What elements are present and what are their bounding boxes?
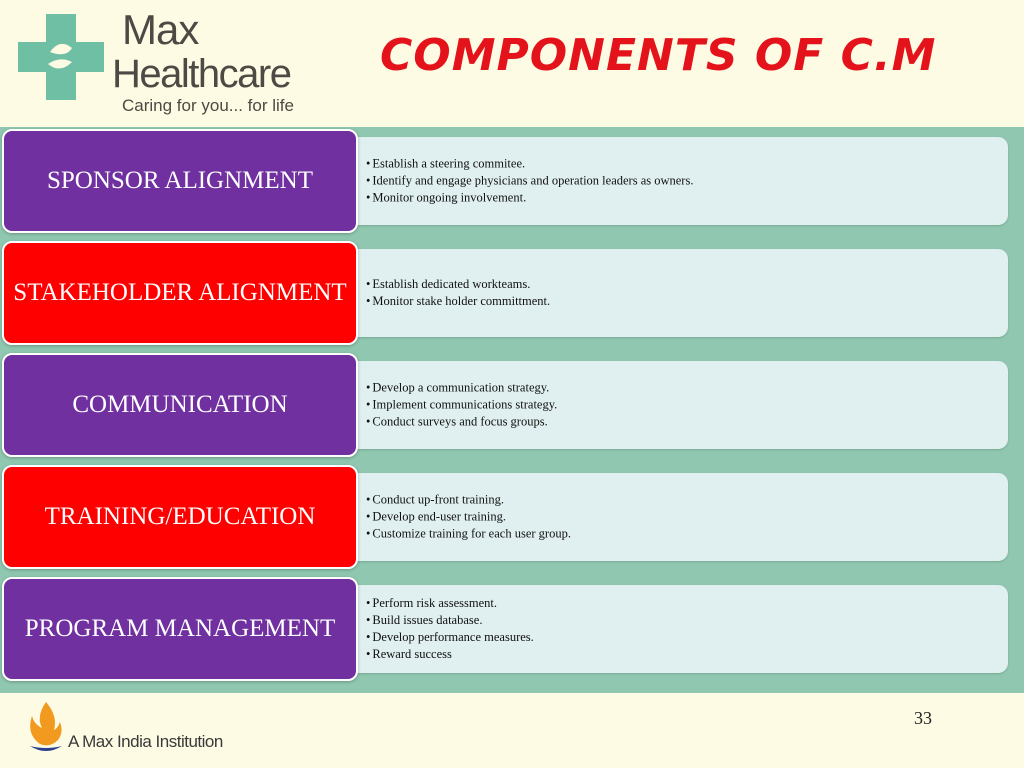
bullet-item: • Monitor stake holder committment. <box>366 293 998 310</box>
flame-icon <box>28 700 64 756</box>
component-label-text: SPONSOR ALIGNMENT <box>46 167 313 194</box>
component-label-text: STAKEHOLDER ALIGNMENT <box>13 279 347 306</box>
bullet-item: • Develop a communication strategy. <box>366 380 998 397</box>
brand-name-healthcare: Healthcare <box>112 52 291 96</box>
bullet-item: • Conduct surveys and focus groups. <box>366 414 998 431</box>
component-bullet-list <box>366 276 998 310</box>
medical-cross-icon <box>16 12 106 102</box>
component-row <box>0 575 1024 683</box>
component-label-text: TRAINING/EDUCATION <box>44 503 316 530</box>
component-label <box>2 129 358 233</box>
component-details-box <box>330 361 1008 449</box>
bullet-item: • Conduct up-front training. <box>366 492 998 509</box>
component-label <box>2 465 358 569</box>
component-row <box>0 239 1024 347</box>
component-label <box>2 353 358 457</box>
component-bullet-list <box>366 492 998 543</box>
bullet-item: • Perform risk assessment. <box>366 595 998 612</box>
max-healthcare-logo <box>16 8 306 120</box>
bullet-item: • Reward success <box>366 646 998 663</box>
component-row <box>0 127 1024 235</box>
max-india-logo <box>28 700 228 760</box>
page-number: 33 <box>914 708 932 728</box>
bullet-item: • Identify and engage physicians and operation leaders as owners. <box>366 173 998 190</box>
bullet-item: • Establish a steering commitee. <box>366 156 998 173</box>
component-label-text: PROGRAM MANAGEMENT <box>24 615 336 642</box>
brand-name-max: Max <box>122 6 199 53</box>
bullet-item: • Monitor ongoing involvement. <box>366 190 998 207</box>
bullet-item: • Customize training for each user group. <box>366 526 998 543</box>
component-label <box>2 241 358 345</box>
component-details-box <box>330 137 1008 225</box>
component-row <box>0 351 1024 459</box>
component-bullet-list <box>366 380 998 431</box>
component-details-box <box>330 473 1008 561</box>
bullet-item: • Build issues database. <box>366 612 998 629</box>
component-row <box>0 463 1024 571</box>
component-details-box <box>330 249 1008 337</box>
component-label <box>2 577 358 681</box>
component-label-text: COMMUNICATION <box>72 391 288 418</box>
bullet-item: • Implement communications strategy. <box>366 397 998 414</box>
bullet-item: • Develop performance measures. <box>366 629 998 646</box>
component-bullet-list <box>366 595 998 663</box>
component-details-box <box>330 585 1008 673</box>
component-bullet-list <box>366 156 998 207</box>
bullet-item: • Establish dedicated workteams. <box>366 276 998 293</box>
institution-label: A Max India Institution <box>68 732 223 751</box>
slide-title: COMPONENTS OF C.M <box>380 30 937 81</box>
bullet-item: • Develop end-user training. <box>366 509 998 526</box>
brand-tagline: Caring for you... for life <box>122 96 294 115</box>
